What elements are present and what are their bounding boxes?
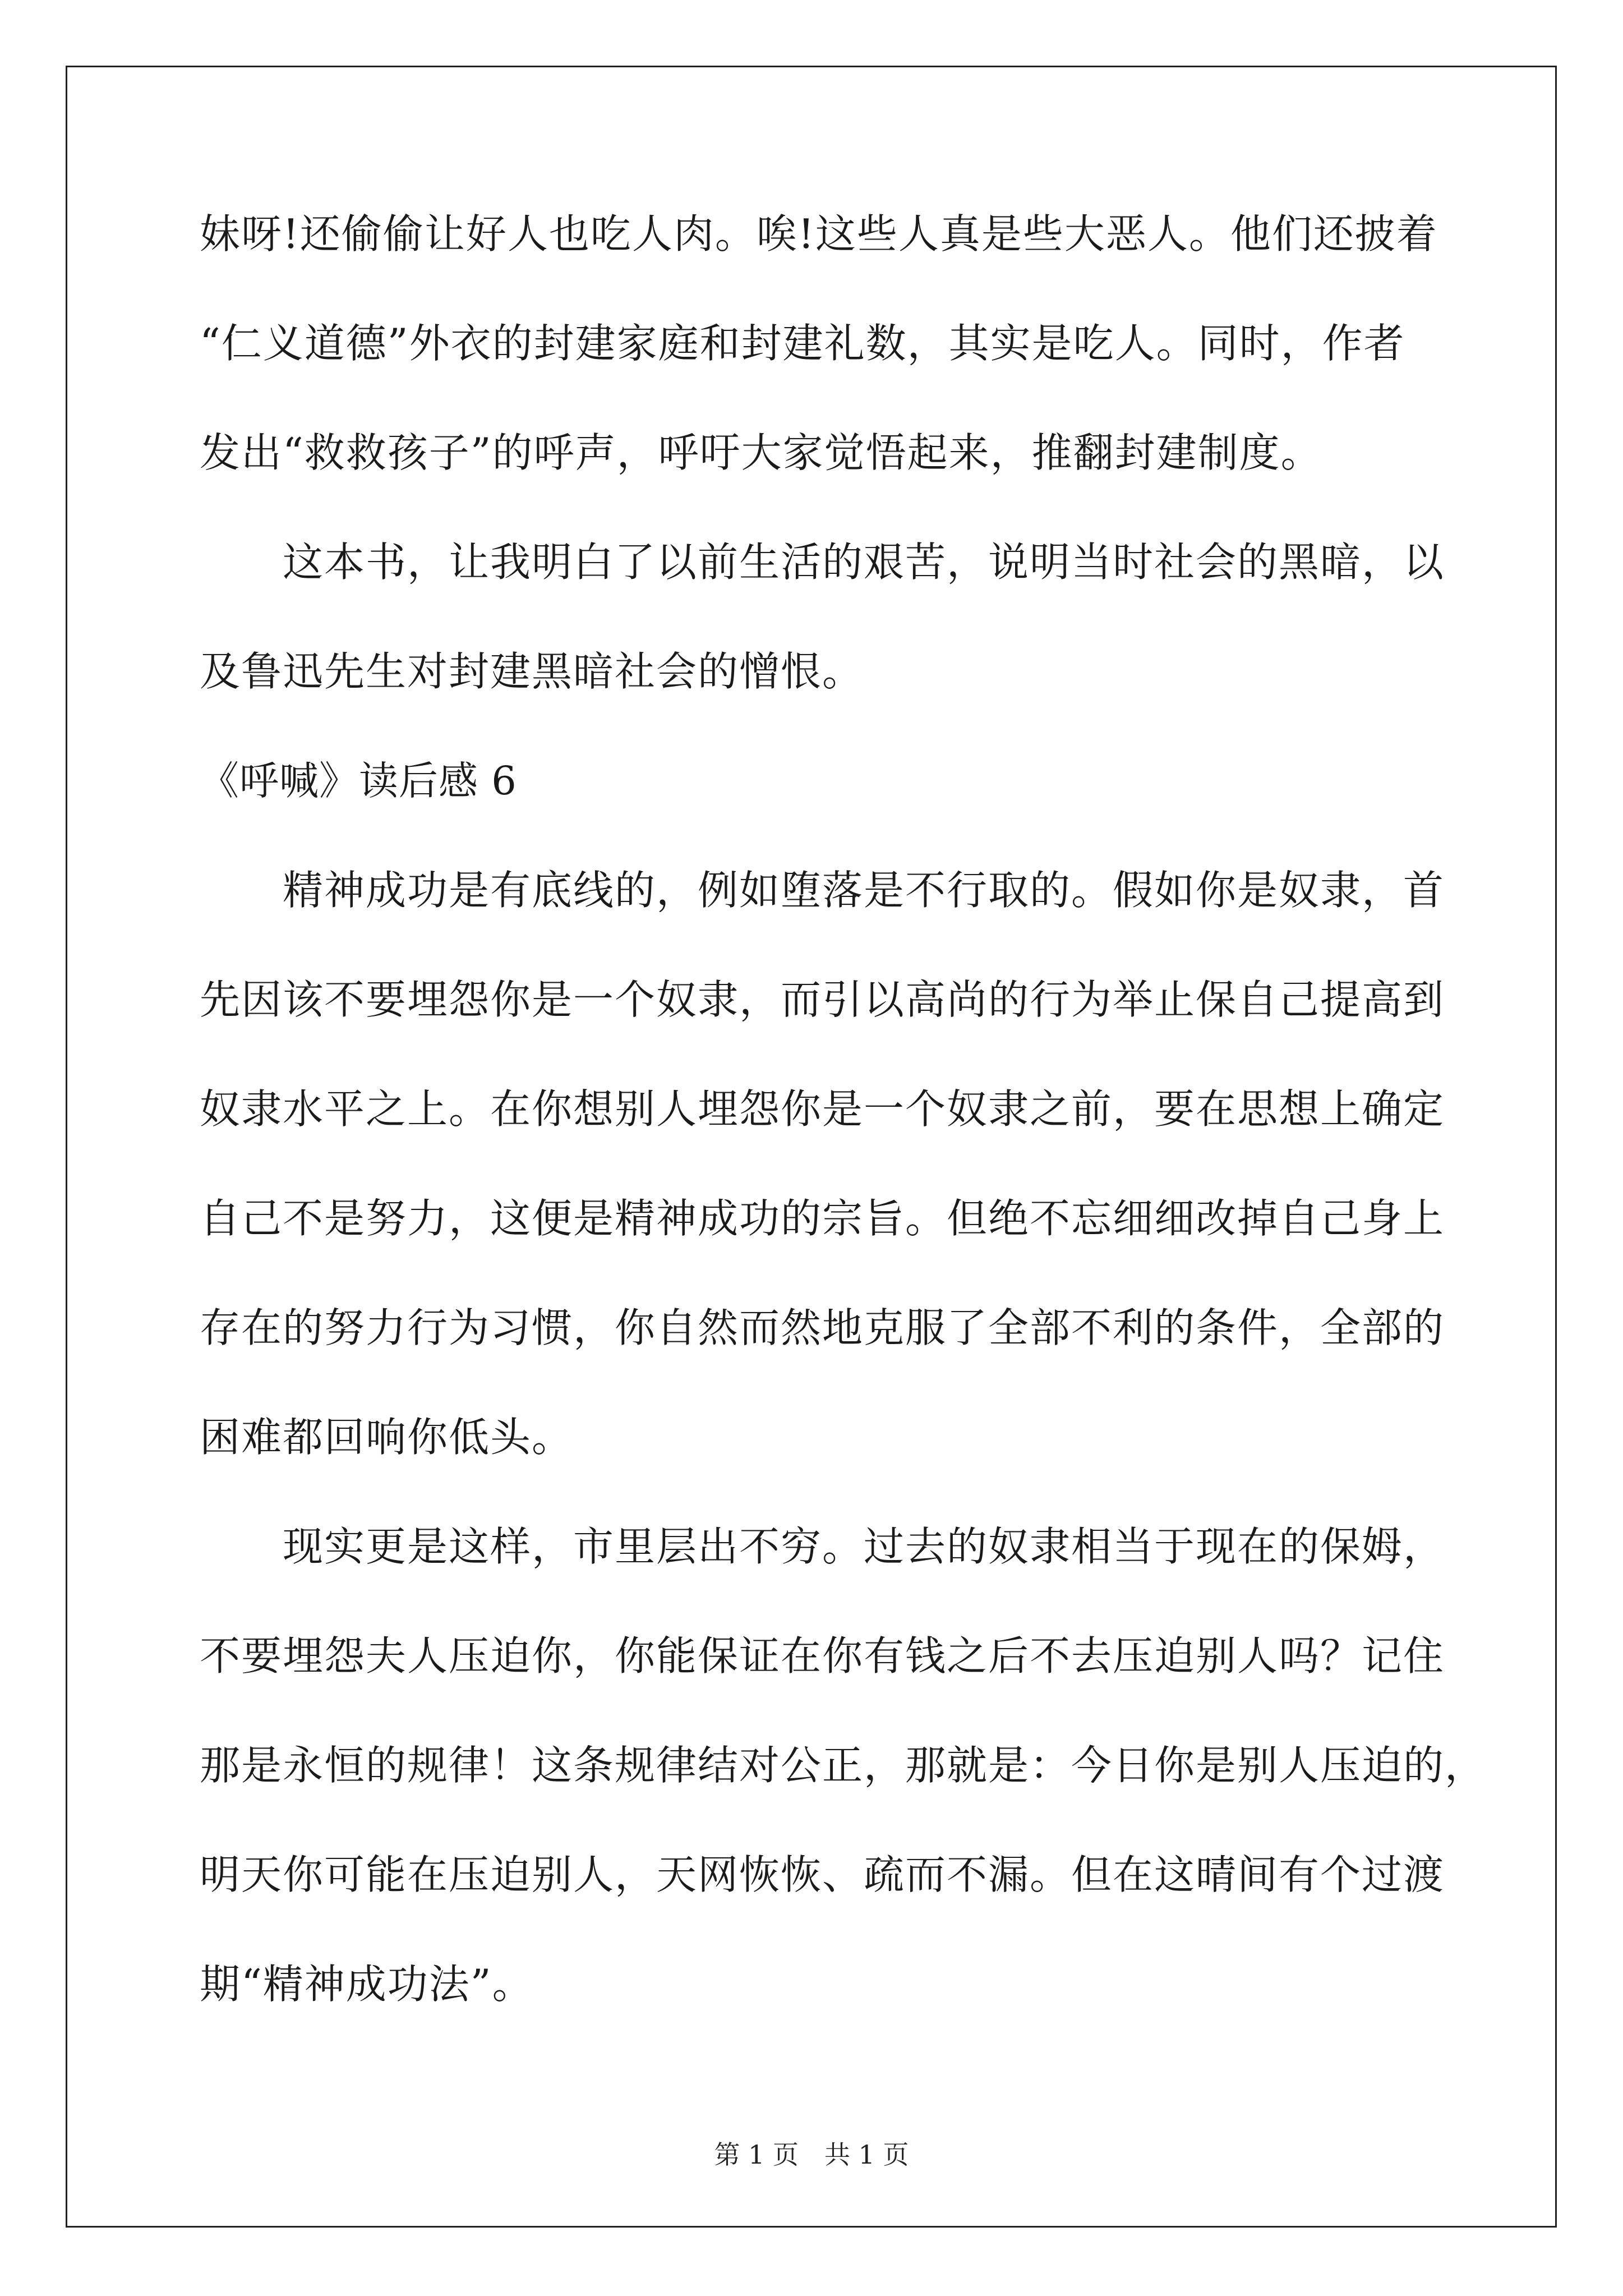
text-line: “仁义道德”外衣的封建家庭和封建礼数，其实是吃人。同时，作者 [200, 320, 1405, 367]
text-line: 先因该不要埋怨你是一个奴隶，而引以高尚的行为举止保自己提高到 [200, 976, 1445, 1023]
text-line: 这本书，让我明白了以前生活的艰苦，说明当时社会的黑暗，以 [283, 539, 1445, 586]
text-line: 自己不是努力，这便是精神成功的宗旨。但绝不忘细细改掉自己身上 [200, 1195, 1445, 1242]
text-line: 存在的努力行为习惯，你自然而然地克服了全部不利的条件，全部的 [200, 1304, 1445, 1351]
document-body [200, 208, 1487, 2011]
paragraph [200, 536, 1445, 698]
text-line: 困难都回响你低头。 [200, 1414, 574, 1461]
page-number-footer: 第 1 页 共 1 页 [714, 2139, 909, 2170]
text-line: 及鲁迅先生对封建黑暗社会的憎恨。 [200, 648, 864, 695]
text-line: 那是永恒的规律！这条规律结对公正，那就是：今日你是别人压迫的， [200, 1742, 1487, 1789]
text-line: 期“精神成功法”。 [200, 1961, 534, 2008]
paragraph [200, 864, 1445, 1464]
paragraph [200, 208, 1438, 480]
text-line: 奴隶水平之上。在你想别人埋怨你是一个奴隶之前，要在思想上确定 [200, 1085, 1445, 1133]
paragraph [200, 1520, 1487, 2011]
text-line: 明天你可能在压迫别人，天网恢恢、疏而不漏。但在这晴间有个过渡 [200, 1851, 1445, 1898]
text-line: 现实更是这样，市里层出不穷。过去的奴隶相当于现在的保姆， [283, 1523, 1445, 1570]
text-line: 不要埋怨夫人压迫你，你能保证在你有钱之后不去压迫别人吗？记住 [200, 1632, 1445, 1680]
text-line: 精神成功是有底线的，例如堕落是不行取的。假如你是奴隶，首 [283, 867, 1445, 914]
text-line: 发出“救救孩子”的呼声，呼吁大家觉悟起来，推翻封建制度。 [200, 429, 1322, 476]
text-line: 妹呀!还偷偷让好人也吃人肉。唉!这些人真是些大恶人。他们还披着 [200, 210, 1438, 257]
section-heading: 《呼喊》读后感 6 [200, 758, 517, 804]
